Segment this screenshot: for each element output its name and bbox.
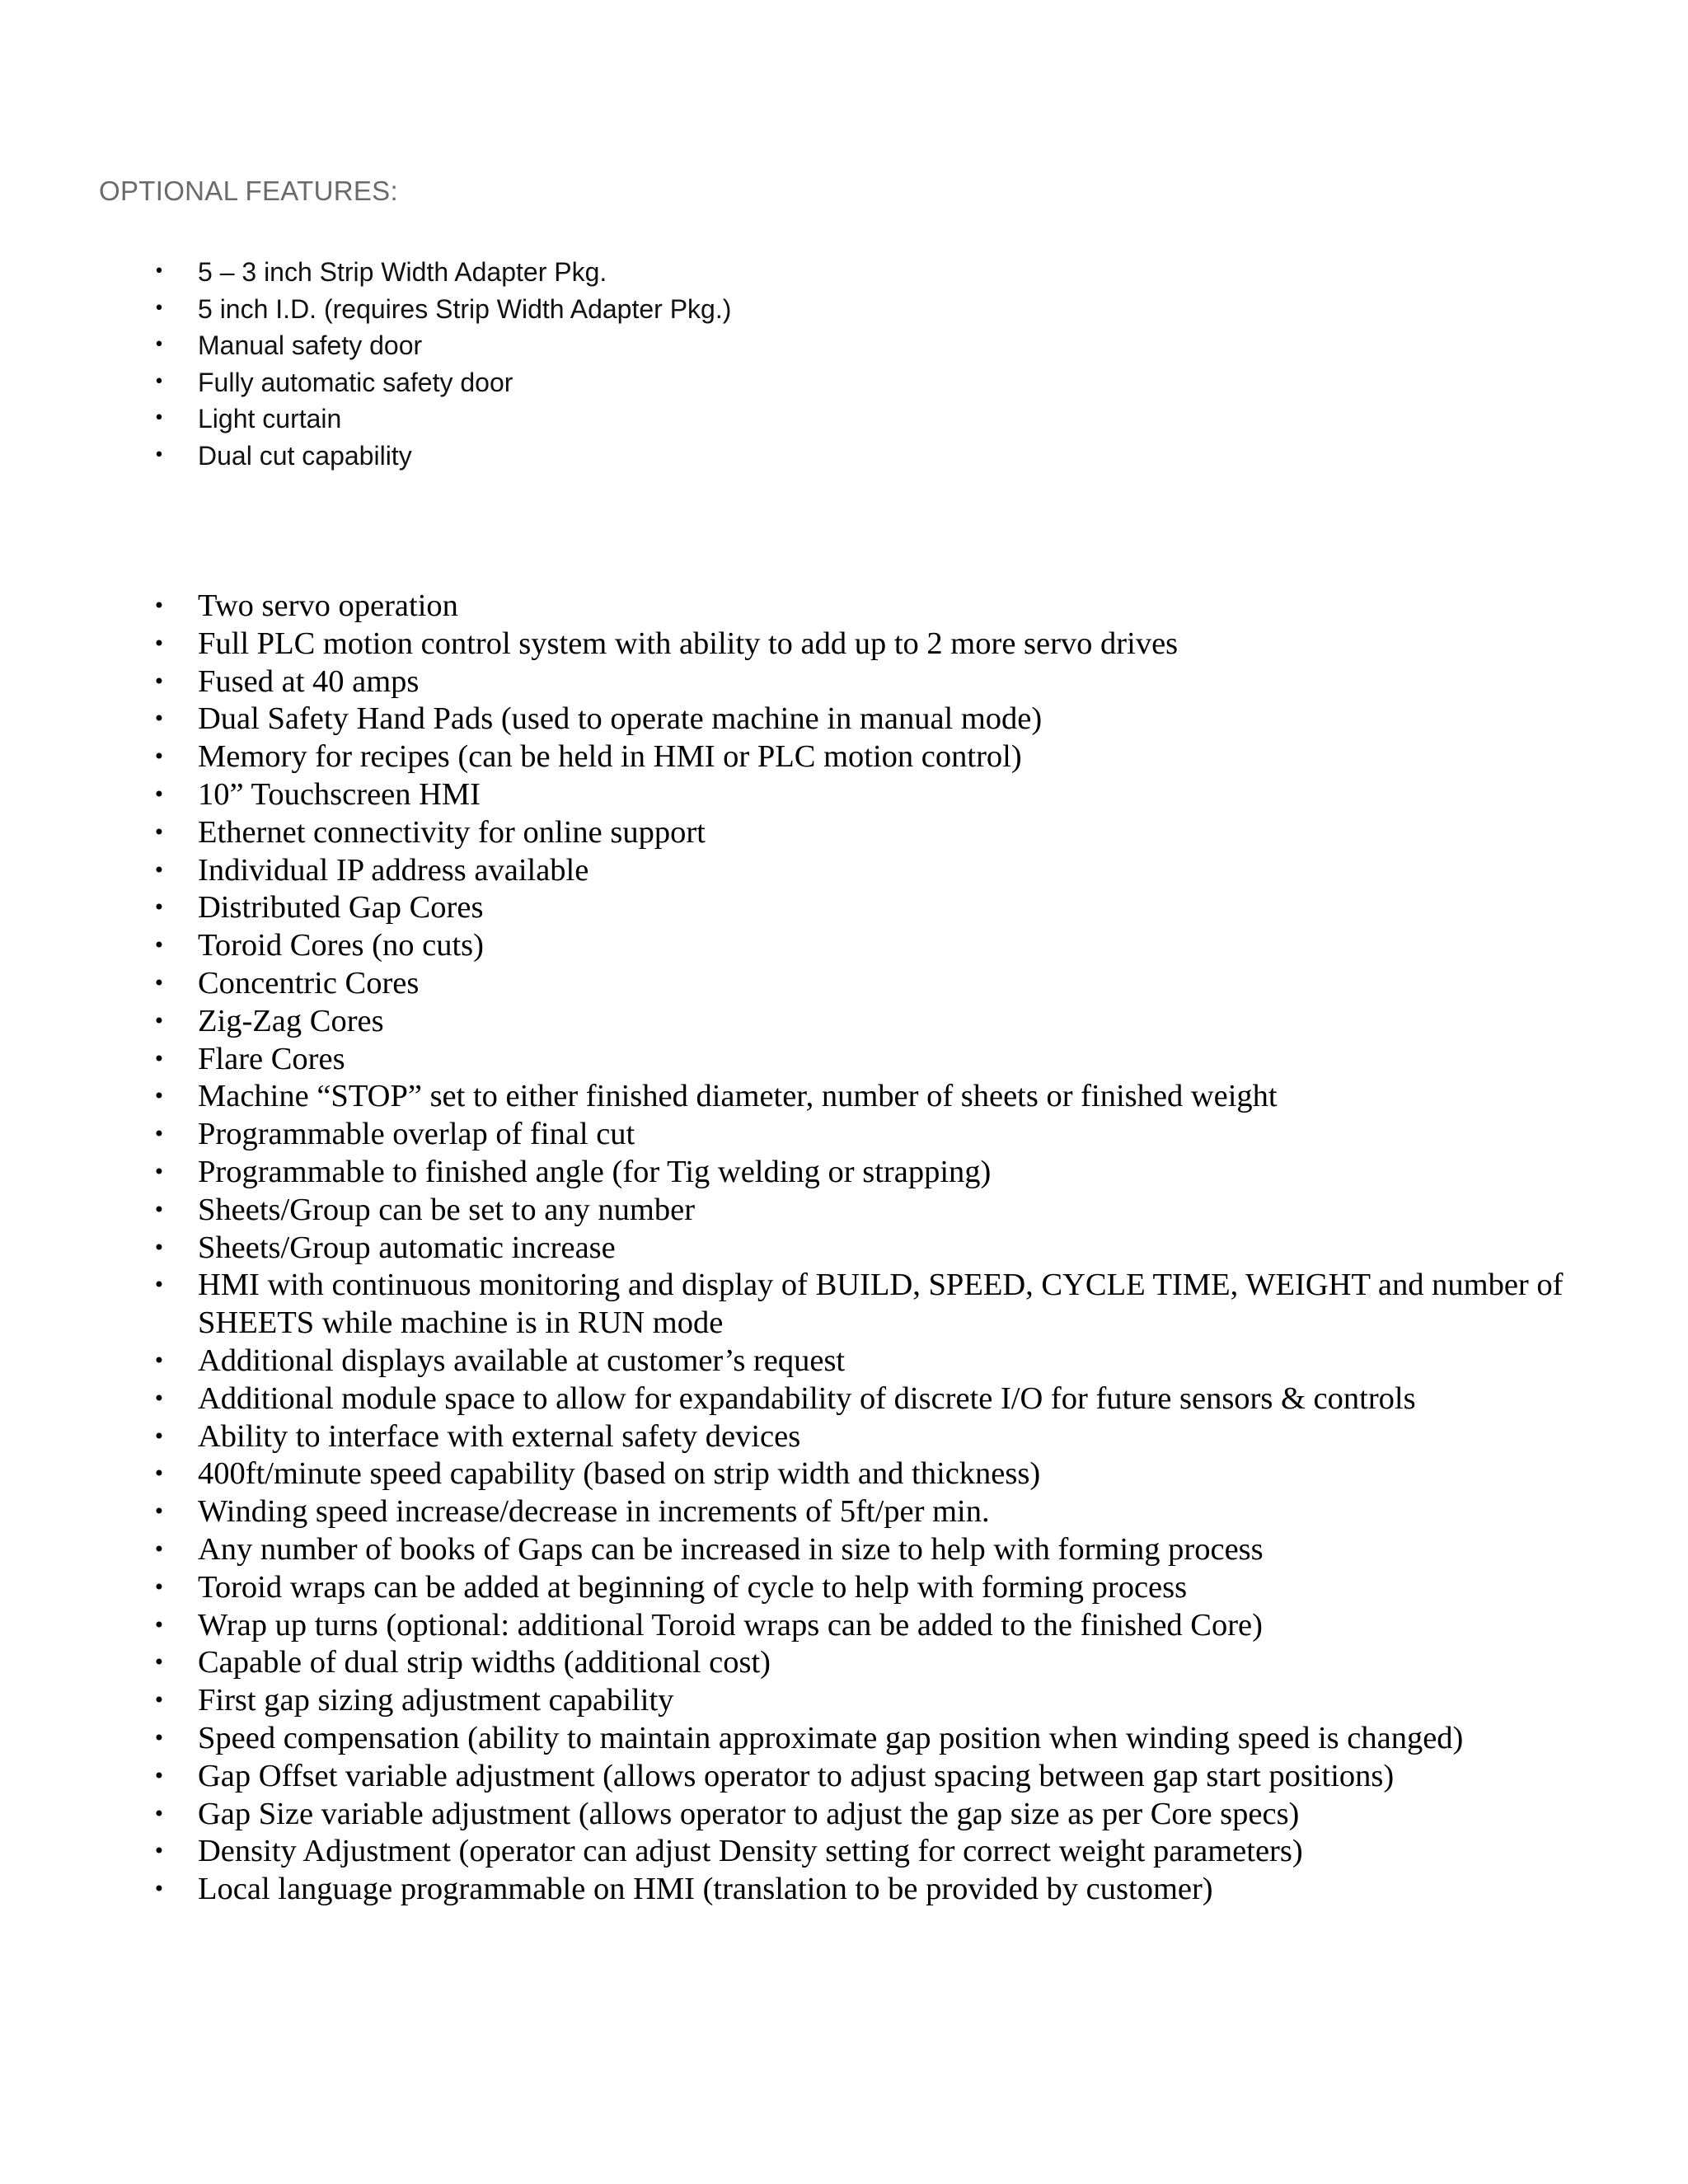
bullet-icon: • [152, 1613, 166, 1637]
bullet-icon: • [153, 298, 165, 319]
standard-feature-item-text: Capable of dual strip widths (additional cost) [198, 1645, 771, 1680]
standard-feature-item-text: Ability to interface with external safety devices [198, 1418, 801, 1454]
page-heading: OPTIONAL FEATURES: [99, 176, 398, 206]
standard-features-list [0, 588, 1688, 1909]
bullet-icon: • [152, 745, 166, 769]
bullet-icon: • [152, 631, 166, 655]
bullet-icon: • [152, 1348, 166, 1372]
bullet-icon: • [152, 858, 166, 882]
standard-feature-item-text: HMI with continuous monitoring and display of BUILD, SPEED, CYCLE TIME, WEIGHT and number of SHEETS while machine is in RUN mode [198, 1268, 1564, 1341]
optional-feature-item [0, 438, 1688, 475]
standard-feature-item-text: Memory for recipes (can be held in HMI or PLC motion control) [198, 739, 1022, 775]
standard-feature-item-text: 10” Touchscreen HMI [198, 776, 481, 812]
bullet-icon: • [152, 1122, 166, 1146]
bullet-icon: • [152, 1877, 166, 1901]
standard-feature-item [0, 1078, 1688, 1116]
standard-feature-item-text: Individual IP address available [198, 852, 589, 888]
bullet-icon: • [152, 971, 166, 995]
standard-feature-item [0, 701, 1688, 738]
standard-feature-item-text: Two servo operation [198, 588, 458, 623]
standard-feature-item [0, 1380, 1688, 1418]
standard-feature-item [0, 738, 1688, 776]
standard-feature-item-text: Dual Safety Hand Pads (used to operate machine in manual mode) [198, 701, 1043, 737]
bullet-icon: • [153, 408, 165, 429]
standard-feature-item [0, 1531, 1688, 1569]
bullet-icon: • [152, 1386, 166, 1410]
standard-feature-item-text: Concentric Cores [198, 965, 420, 1001]
standard-feature-item [0, 1493, 1688, 1531]
standard-feature-item-text: Additional module space to allow for expandability of discrete I/O for future sensors & controls [198, 1380, 1416, 1416]
standard-feature-item [0, 663, 1688, 701]
standard-feature-item-text: Gap Offset variable adjustment (allows operator to adjust spacing between gap start positions) [198, 1758, 1395, 1793]
bullet-icon: • [152, 669, 166, 693]
standard-feature-item [0, 1644, 1688, 1682]
bullet-icon: • [152, 1424, 166, 1448]
optional-feature-item-text: Light curtain [198, 404, 342, 434]
standard-feature-item [0, 1796, 1688, 1834]
bullet-icon: • [152, 594, 166, 617]
standard-feature-item-text: Wrap up turns (optional: additional Toroid wraps can be added to the finished Core) [198, 1607, 1263, 1643]
standard-feature-item-text: Toroid Cores (no cuts) [198, 928, 484, 963]
bullet-icon: • [152, 1537, 166, 1561]
bullet-icon: • [152, 782, 166, 806]
standard-feature-item-text: Fused at 40 amps [198, 663, 420, 699]
standard-feature-item-text: Machine “STOP” set to either finished diameter, number of sheets or finished weight [198, 1079, 1278, 1114]
bullet-icon: • [152, 1840, 166, 1863]
optional-feature-item [0, 291, 1688, 328]
standard-feature-item [0, 889, 1688, 927]
standard-feature-item-text: 400ft/minute speed capability (based on strip width and thickness) [198, 1456, 1041, 1492]
optional-feature-item-text: Fully automatic safety door [198, 367, 513, 397]
optional-feature-item-text: 5 inch I.D. (requires Strip Width Adapter Pkg.) [198, 293, 732, 324]
standard-feature-item [0, 588, 1688, 626]
standard-feature-item-text: Full PLC motion control system with ability to add up to 2 more servo drives [198, 626, 1179, 661]
standard-feature-item-text: Winding speed increase/decrease in increments of 5ft/per min. [198, 1494, 990, 1530]
standard-feature-item-text: Zig-Zag Cores [198, 1003, 384, 1038]
standard-feature-item-text: Gap Size variable adjustment (allows operator to adjust the gap size as per Core specs) [198, 1796, 1300, 1831]
optional-feature-item-text: Manual safety door [198, 330, 423, 361]
standard-feature-item [0, 1192, 1688, 1230]
bullet-icon: • [152, 1500, 166, 1524]
standard-feature-item-text: Local language programmable on HMI (translation to be provided by customer) [198, 1872, 1213, 1907]
bullet-icon: • [153, 335, 165, 356]
standard-feature-item [0, 1455, 1688, 1493]
standard-feature-item-text: Distributed Gap Cores [198, 890, 484, 926]
standard-feature-item [0, 1607, 1688, 1645]
bullet-icon: • [152, 1651, 166, 1675]
standard-feature-item [0, 1041, 1688, 1079]
bullet-icon: • [152, 1802, 166, 1825]
bullet-icon: • [152, 707, 166, 731]
bullet-icon: • [152, 1160, 166, 1183]
standard-feature-item [0, 1833, 1688, 1871]
bullet-icon: • [152, 1689, 166, 1713]
bullet-icon: • [152, 934, 166, 958]
optional-feature-item-text: 5 – 3 inch Strip Width Adapter Pkg. [198, 257, 607, 287]
standard-feature-item [0, 814, 1688, 852]
standard-feature-item [0, 1116, 1688, 1154]
optional-feature-item [0, 327, 1688, 364]
standard-feature-item-text: Sheets/Group automatic increase [198, 1230, 616, 1265]
bullet-icon: • [152, 820, 166, 844]
optional-feature-item [0, 364, 1688, 401]
standard-feature-item-text: First gap sizing adjustment capability [198, 1683, 674, 1718]
standard-feature-item-text: Density Adjustment (operator can adjust Density setting for correct weight parameters) [198, 1834, 1303, 1869]
bullet-icon: • [152, 896, 166, 920]
standard-feature-item-text: Additional displays available at customer’s request [198, 1343, 846, 1378]
standard-feature-item [0, 1003, 1688, 1041]
bullet-icon: • [152, 1235, 166, 1259]
bullet-icon: • [152, 1009, 166, 1033]
optional-feature-item-text: Dual cut capability [198, 440, 412, 471]
bullet-icon: • [152, 1197, 166, 1221]
bullet-icon: • [153, 371, 165, 392]
standard-feature-item [0, 1682, 1688, 1720]
optional-feature-item [0, 254, 1688, 291]
standard-feature-item [0, 965, 1688, 1003]
bullet-icon: • [152, 1047, 166, 1071]
standard-feature-item [0, 1569, 1688, 1607]
bullet-icon: • [152, 1764, 166, 1788]
standard-feature-item [0, 1267, 1688, 1343]
standard-feature-item [0, 1154, 1688, 1192]
bullet-icon: • [152, 1273, 166, 1297]
standard-feature-item [0, 626, 1688, 663]
standard-feature-item-text: Ethernet connectivity for online support [198, 814, 706, 850]
bullet-icon: • [152, 1462, 166, 1486]
bullet-icon: • [152, 1726, 166, 1750]
standard-feature-item-text: Programmable overlap of final cut [198, 1117, 635, 1152]
optional-features-list [0, 254, 1688, 475]
standard-feature-item-text: Flare Cores [198, 1041, 345, 1076]
standard-feature-item-text: Speed compensation (ability to maintain approximate gap position when winding speed is changed) [198, 1720, 1464, 1755]
standard-feature-item-text: Sheets/Group can be set to any number [198, 1192, 696, 1227]
standard-feature-item-text: Programmable to finished angle (for Tig welding or strapping) [198, 1154, 992, 1189]
standard-feature-item [0, 1871, 1688, 1909]
bullet-icon: • [152, 1085, 166, 1108]
standard-feature-item [0, 1343, 1688, 1380]
standard-feature-item [0, 1230, 1688, 1268]
standard-feature-item [0, 852, 1688, 890]
standard-feature-item [0, 1720, 1688, 1758]
bullet-icon: • [153, 261, 165, 282]
standard-feature-item-text: Toroid wraps can be added at beginning of cycle to help with forming process [198, 1569, 1188, 1605]
standard-feature-item [0, 776, 1688, 814]
standard-feature-item-text: Any number of books of Gaps can be increased in size to help with forming process [198, 1531, 1264, 1567]
standard-feature-item [0, 927, 1688, 965]
standard-feature-item [0, 1418, 1688, 1456]
bullet-icon: • [153, 444, 165, 466]
bullet-icon: • [152, 1575, 166, 1599]
standard-feature-item [0, 1758, 1688, 1796]
optional-feature-item [0, 401, 1688, 438]
